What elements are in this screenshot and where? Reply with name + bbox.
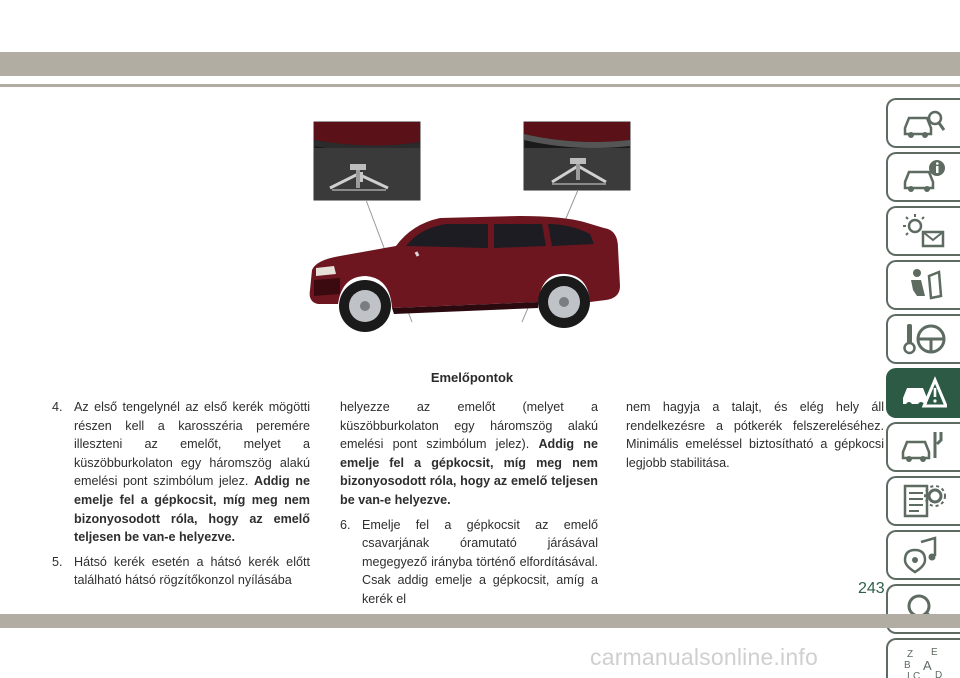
car-info-icon: [901, 158, 947, 196]
index-letter-z: Z: [907, 649, 914, 660]
tab-starting-operating[interactable]: [886, 314, 960, 364]
figure-caption: Emelőpontok: [430, 370, 514, 385]
index-letter-d: D: [935, 670, 943, 678]
watermark: carmanualsonline.info: [590, 644, 818, 670]
jacking-points-figure: [300, 118, 650, 385]
top-header-band: [0, 52, 960, 76]
step-5-text-start: Hátsó kerék esetén a hátsó kerék előtt található hátsó rögzítőkonzol nyílásába: [74, 554, 310, 588]
suv-illustration: [310, 216, 620, 332]
front-jack-inset-photo: [314, 122, 420, 200]
spec-list-gear-icon: [901, 482, 947, 520]
step-4-number: 4.: [52, 400, 63, 414]
text-column-3: [626, 398, 884, 478]
tab-multimedia[interactable]: [886, 530, 960, 580]
index-letter-i: I: [907, 671, 910, 678]
index-letter-e: E: [931, 647, 938, 658]
steering-wheel-key-icon: [901, 320, 947, 358]
step-6-text-end: nem hagyja a talajt, és elég hely áll rendelkezésre a pótkerék felszereléséhez. Minimális emeléssel biztosítható a gépkocsi legjobb stabilitása.: [626, 400, 884, 470]
tab-technical-specifications[interactable]: [886, 476, 960, 526]
tab-alphabetical-index[interactable]: [886, 638, 960, 678]
tab-in-case-of-emergency[interactable]: [886, 368, 960, 418]
car-search-icon: [901, 104, 947, 142]
step-6-number: 6.: [340, 517, 351, 532]
step-5-text-end: helyezze az emelőt (melyet a küszöbburkolaton egy háromszög alakú emelési pont szimbólum jelez).: [340, 400, 598, 452]
step-4: [52, 398, 310, 547]
top-header-rule: [0, 84, 960, 87]
jacking-points-illustration: [300, 118, 650, 368]
index-letter-c: C: [913, 671, 921, 678]
alphabet-index-icon: [901, 644, 947, 678]
step-5-continuation: [340, 398, 598, 510]
chapter-tabs: [886, 98, 960, 678]
tab-servicing[interactable]: [886, 422, 960, 472]
bottom-footer-band: [0, 614, 960, 628]
step-4-text: Az első tengelynél az első kerék mögötti részen kell a karosszéria peremére illeszteni az emelőt, melyet a küszöbburkolaton egy háromszög alakú emelési pont szimbólum jelez.: [74, 400, 310, 489]
step-6: [340, 516, 598, 609]
page-number: 243: [858, 580, 885, 597]
text-column-1: [52, 398, 310, 596]
text-column-2: [340, 398, 598, 615]
car-service-icon: [901, 428, 947, 466]
index-letter-a: A: [923, 658, 932, 673]
tab-car-info[interactable]: [886, 152, 960, 202]
step-6-continuation: [626, 398, 884, 472]
index-letter-b: B: [904, 660, 911, 671]
step-6-text-start: Emelje fel a gépkocsit az emelő csavarjának óramutató járásával megegyező irányba történő elfordításával. Csak addig emelje a gépkocsit, amíg a kerék el: [362, 517, 598, 606]
step-5-warning: Addig ne emelje fel a gépkocsit, míg meg nem bizonyosodott róla, hogy az emelő teljesen be van-e helyezve.: [340, 437, 598, 507]
step-5: [52, 553, 310, 590]
tab-warning-lights[interactable]: [886, 206, 960, 256]
warning-light-message-icon: [901, 212, 947, 250]
seat-airbag-icon: [901, 266, 947, 304]
step-4-warning: Addig ne emelje fel a gépkocsit, míg meg nem bizonyosodott róla, hogy az emelő teljesen be van-e helyezve.: [74, 474, 310, 545]
tab-safety[interactable]: [886, 260, 960, 310]
music-navigation-icon: [901, 536, 947, 574]
step-5-number: 5.: [52, 554, 63, 569]
rear-jack-inset-photo: [524, 122, 630, 190]
tab-car-search[interactable]: [886, 98, 960, 148]
car-hazard-icon: [901, 374, 947, 412]
